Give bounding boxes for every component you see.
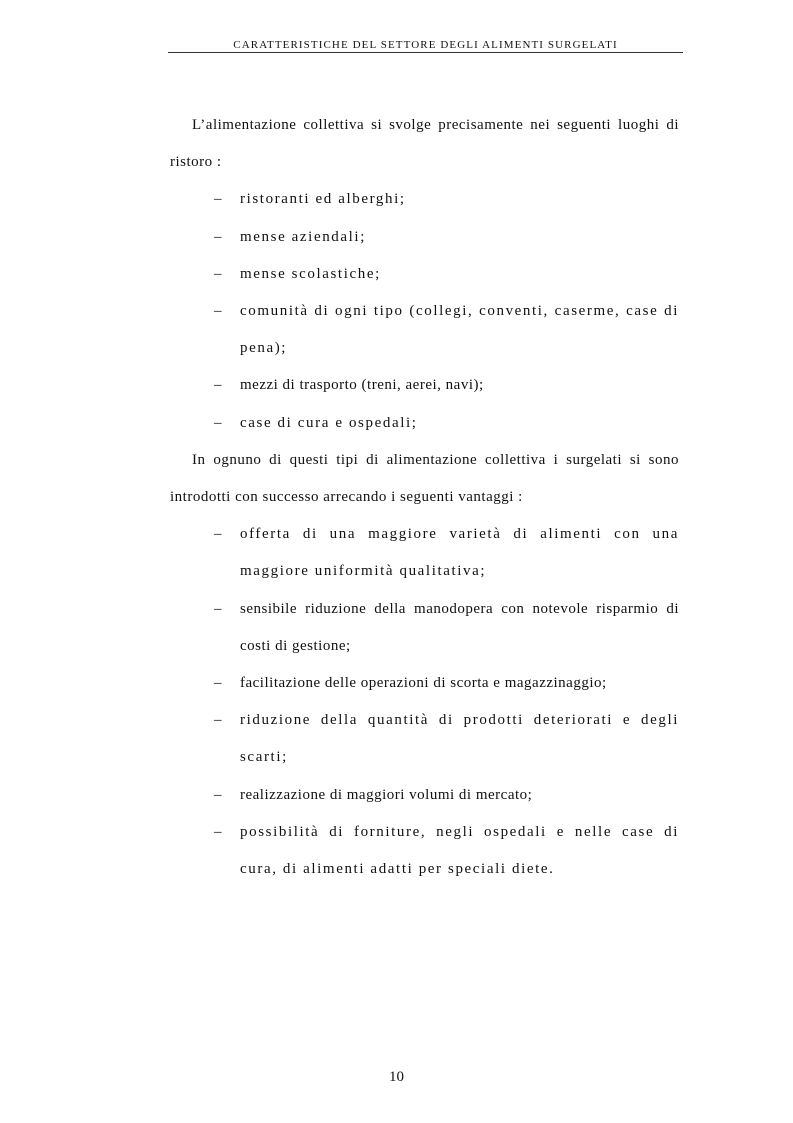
list-item [170, 516, 679, 590]
dash-bullet: – [214, 600, 222, 617]
list-item-text: mense scolastiche; [240, 265, 381, 282]
dash-bullet: – [214, 265, 222, 282]
dash-bullet: – [214, 191, 222, 208]
list-item-text: possibilità di forniture, negli ospedali e nelle case di cura, di alimenti adatti per speciali diete. [240, 823, 679, 878]
places-list [170, 181, 679, 441]
dash-bullet: – [214, 712, 222, 729]
list-item [170, 777, 679, 814]
list-item-text: ristoranti ed alberghi; [240, 191, 406, 208]
advantages-list [170, 516, 679, 888]
list-item [170, 702, 679, 776]
dash-bullet: – [214, 526, 222, 543]
dash-bullet: – [214, 377, 222, 394]
list-item-text: offerta di una maggiore varietà di alimenti con una maggiore uniformità qualitativa; [240, 526, 679, 580]
list-item [170, 367, 679, 404]
list-item-text: mezzi di trasporto (treni, aerei, navi); [240, 377, 484, 394]
dash-bullet: – [214, 414, 222, 431]
list-item [170, 591, 679, 665]
running-header: CARATTERISTICHE DEL SETTORE DEGLI ALIMENTI SURGELATI [233, 39, 618, 51]
list-item [170, 219, 679, 256]
list-item [170, 665, 679, 702]
intro-paragraph: L’alimentazione collettiva si svolge precisamente nei seguenti luoghi di ristoro : [170, 117, 679, 171]
list-item-text: case di cura e ospedali; [240, 414, 418, 431]
dash-bullet: – [214, 823, 222, 840]
list-item [170, 405, 679, 442]
dash-bullet: – [214, 303, 222, 320]
advantages-paragraph: In ognuno di questi tipi di alimentazione collettiva i surgelati si sono introdotti con successo arrecando i seguenti vantaggi : [170, 451, 679, 506]
list-item [170, 181, 679, 218]
body-text [170, 107, 679, 888]
list-item [170, 814, 679, 888]
dash-bullet: – [214, 786, 222, 803]
list-item [170, 256, 679, 293]
list-item [170, 293, 679, 367]
dash-bullet: – [214, 228, 222, 245]
page-number: 10 [389, 1069, 404, 1085]
list-item-text: realizzazione di maggiori volumi di mercato; [240, 786, 533, 803]
list-item-text: mense aziendali; [240, 228, 366, 245]
header-rule [168, 52, 683, 53]
list-item-text: facilitazione delle operazioni di scorta e magazzinaggio; [240, 675, 607, 692]
dash-bullet: – [214, 675, 222, 692]
list-item-text: riduzione della quantità di prodotti deteriorati e degli scarti; [240, 712, 679, 766]
list-item-text: comunità di ogni tipo (collegi, conventi, caserme, case di pena); [240, 303, 679, 357]
list-item-text: sensibile riduzione della manodopera con notevole risparmio di costi di gestione; [240, 600, 679, 654]
